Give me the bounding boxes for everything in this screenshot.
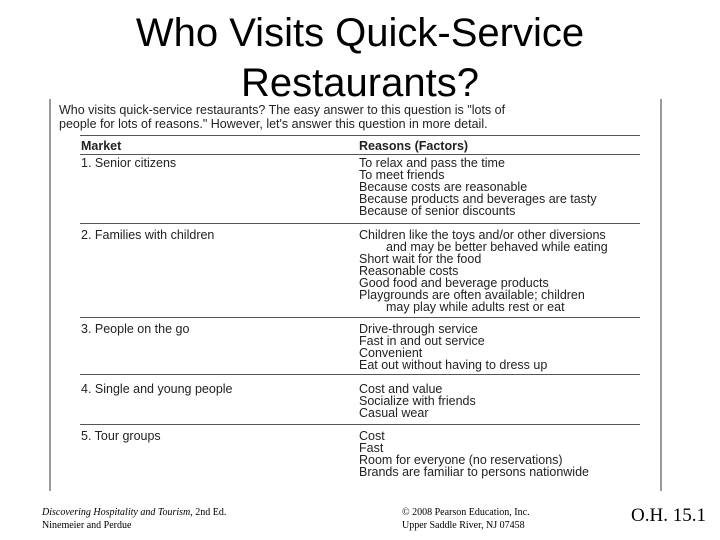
reason-item: Cost and value [359, 382, 443, 396]
reason-item: Because products and beverages are tasty [359, 192, 597, 206]
table-row-divider [80, 223, 640, 224]
overhead-number: O.H. 15.1 [631, 505, 706, 526]
reason-item: Room for everyone (no reservations) [359, 453, 563, 467]
market-cell: 2. Families with children [81, 228, 215, 242]
reasons-cell [359, 323, 547, 371]
footer-address: Upper Saddle River, NJ 07458 [402, 520, 525, 531]
reasons-cell [359, 229, 608, 313]
reason-item: Socialize with friends [359, 394, 476, 408]
reason-item: To meet friends [359, 168, 445, 182]
reason-item: may play while adults rest or eat [386, 300, 565, 314]
reason-item: Casual wear [359, 406, 429, 420]
reason-item: Drive-through service [359, 322, 478, 336]
reason-item: Eat out without having to dress up [359, 358, 548, 372]
table-row-divider [80, 424, 640, 425]
table-row-divider [80, 317, 640, 318]
reason-item: Fast in and out service [359, 334, 485, 348]
market-cell: 4. Single and young people [81, 382, 233, 396]
reason-item: Good food and beverage products [359, 276, 549, 290]
footer-publisher [402, 506, 530, 532]
figure-table [49, 99, 662, 491]
reason-item: Fast [359, 441, 384, 455]
figure-intro [59, 103, 659, 131]
market-cell: 1. Senior citizens [81, 156, 177, 170]
market-cell: 5. Tour groups [81, 429, 161, 443]
slide-title-line-1: Who Visits Quick-Service [135, 11, 585, 55]
column-header-reasons: Reasons (Factors) [359, 139, 469, 153]
reason-item: and may be better behaved while eating [386, 240, 608, 254]
footer-edition: , 2nd Ed. [190, 507, 227, 518]
reasons-cell [359, 430, 589, 478]
slide-title [60, 8, 660, 108]
slide-title-line-2: Restaurants? [241, 61, 479, 105]
reasons-cell [359, 157, 597, 217]
reason-item: To relax and pass the time [359, 156, 505, 170]
table-rule-top [80, 135, 640, 136]
footer-book-title: Discovering Hospitality and Tourism [42, 507, 191, 518]
table-rule-header [80, 154, 640, 155]
reason-item: Reasonable costs [359, 264, 459, 278]
intro-line-1: Who visits quick-service restaurants? The easy answer to this question is "lots of [59, 103, 506, 117]
reason-item: Short wait for the food [359, 252, 482, 266]
reason-item: Playgrounds are often available; children [359, 288, 585, 302]
reason-item: Convenient [359, 346, 423, 360]
reasons-cell [359, 383, 476, 419]
column-header-market: Market [81, 139, 122, 153]
footer-book-line [42, 506, 226, 519]
reason-item: Brands are familiar to persons nationwide [359, 465, 589, 479]
intro-line-2: people for lots of reasons." However, let's answer this question in more detail. [59, 117, 488, 131]
reason-item: Cost [359, 429, 385, 443]
footer-copyright: © 2008 Pearson Education, Inc. [402, 507, 530, 518]
reason-item: Children like the toys and/or other diversions [359, 228, 606, 242]
reason-item: Because costs are reasonable [359, 180, 528, 194]
footer-book-citation [42, 506, 226, 532]
market-cell: 3. People on the go [81, 322, 190, 336]
reason-item: Because of senior discounts [359, 204, 516, 218]
footer-authors: Ninemeier and Perdue [42, 520, 132, 531]
table-row-divider [80, 374, 640, 375]
